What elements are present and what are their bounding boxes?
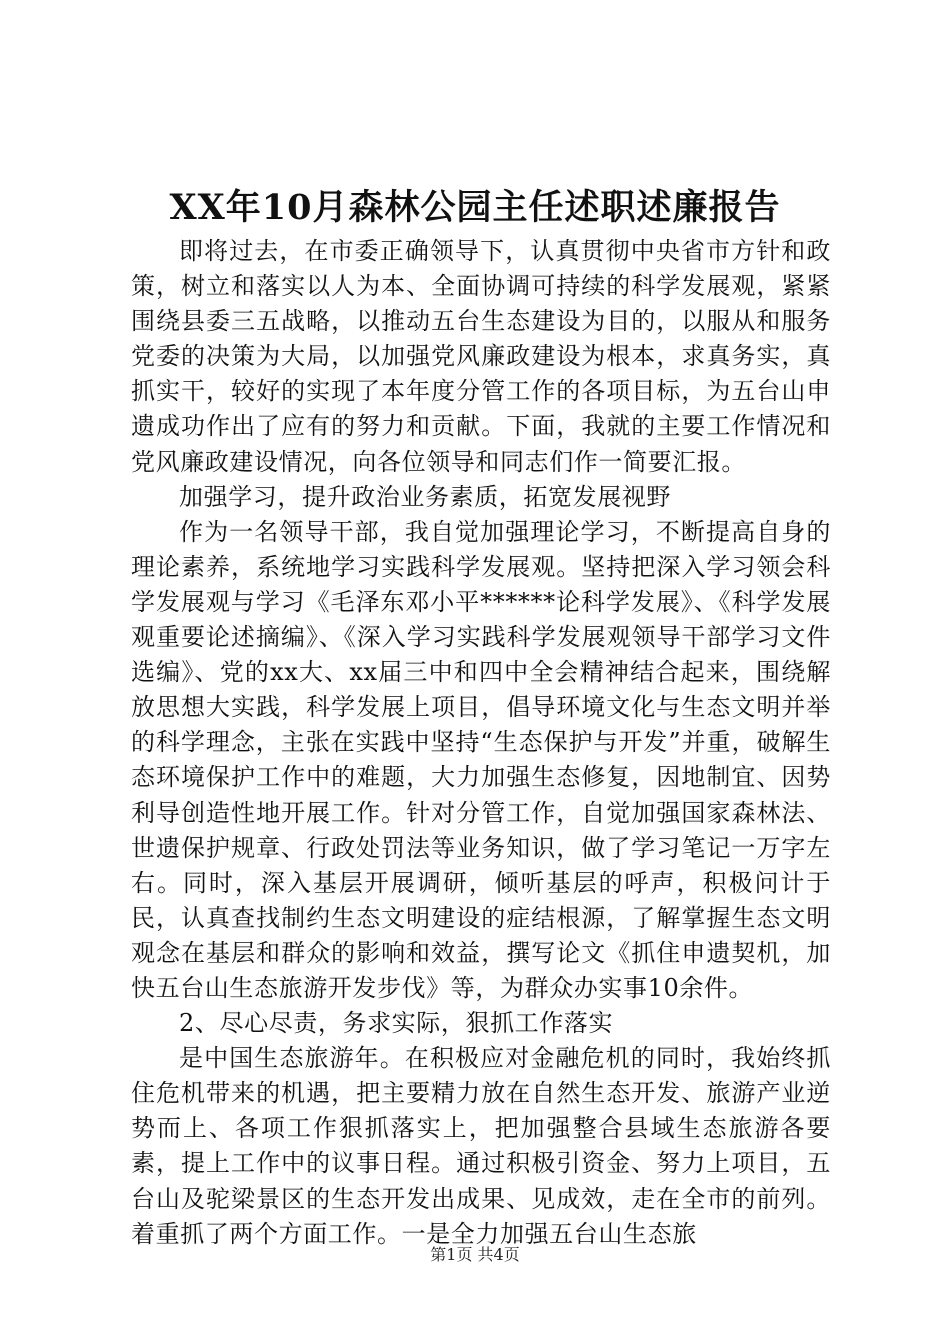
section-heading-work: 2、尽心尽责，务求实际，狠抓工作落实 <box>179 1009 614 1038</box>
study-paragraph: 作为一名领导干部，我自觉加强理论学习，不断提高自身的理论素养，系统地学习实践科学发展观。坚持把深入学习领会科学发展观与学习《毛泽东邓小平******论科学发展》、《科学发展观重要论述摘编》、《深入学习实践科学发展观领导干部学习文件选编》、党的xx大、xx届三中和四中全会精神结合起来，围绕解放思想大实践，科学发展上项目，倡导环境文化与生态文明并举的科学理念，主张在实践中坚持“生态保护与开发”并重，破解生态环境保护工作中的难题，大力加强生态修复，因地制宜、因势利导创造性地开展工作。针对分管工作，自觉加强国家森林法、世遗保护规章、行政处罚法等业务知识，做了学习笔记一万字左右。同时，深入基层开展调研，倾听基层的呼声，积极问计于民，认真查找制约生态文明建设的症结根源，了解掌握生态文明观念在基层和群众的影响和效益，撰写论文《抓住申遗契机，加快五台山生态旅游开发步伐》等，为群众办实事10余件。 <box>131 517 831 1002</box>
document-title: XX年10月森林公园主任述职述廉报告 <box>169 187 781 228</box>
document-body <box>131 234 831 1252</box>
page-footer: 第1页 共4页 <box>430 1245 520 1264</box>
work-paragraph: 是中国生态旅游年。在积极应对金融危机的同时，我始终抓住危机带来的机遇，把主要精力放在自然生态开发、旅游产业逆势而上、各项工作狠抓落实上，把加强整合县域生态旅游各要素，提上工作中的议事日程。通过积极引资金、努力上项目，五台山及驼梁景区的生态开发出成果、见成效，走在全市的前列。着重抓了两个方面工作。一是全力加强五台山生态旅 <box>131 1044 831 1248</box>
section-heading-study: 加强学习，提升政治业务素质，拓宽发展视野 <box>179 482 671 511</box>
intro-paragraph: 即将过去，在市委正确领导下，认真贯彻中央省市方针和政策，树立和落实以人为本、全面协调可持续的科学发展观，紧紧围绕县委三五战略，以推动五台生态建设为目的，以服从和服务党委的决策为大局，以加强党风廉政建设为根本，求真务实，真抓实干，较好的实现了本年度分管工作的各项目标，为五台山申遗成功作出了应有的努力和贡献。下面，我就的主要工作情况和党风廉政建设情况，向各位领导和同志们作一简要汇报。 <box>131 237 831 476</box>
